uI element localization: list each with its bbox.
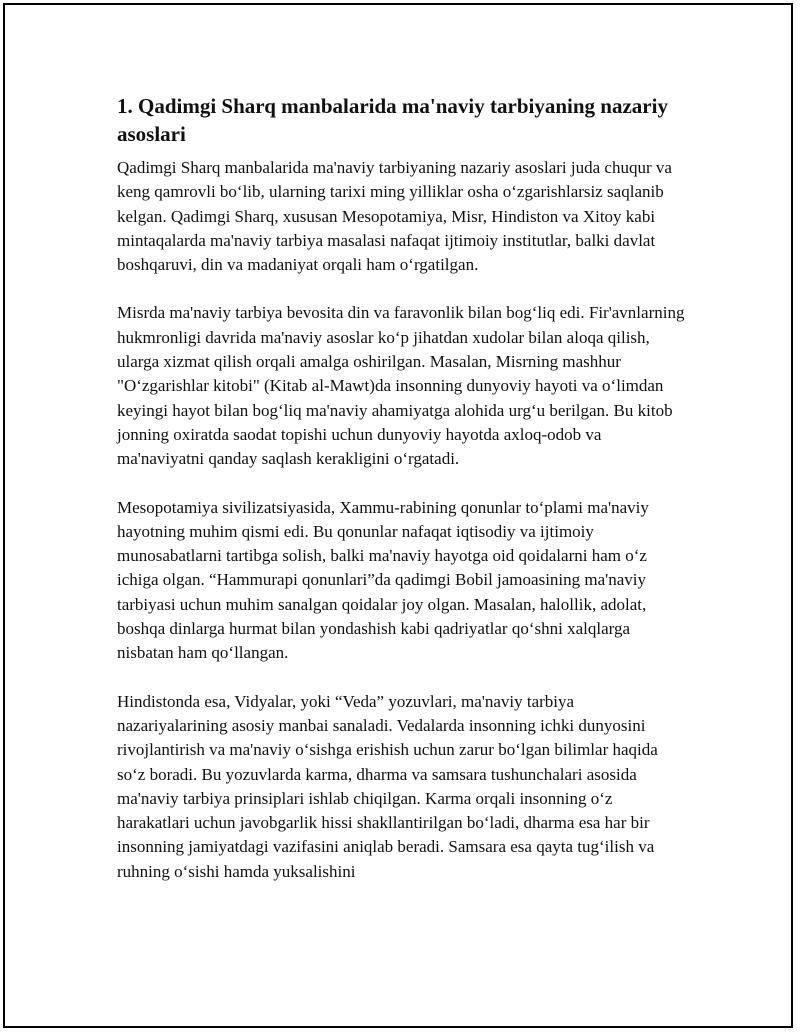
paragraph-india: Hindistonda esa, Vidyalar, yoki “Veda” yozuvlari, ma'naviy tarbiya nazariyalarining asosiy manbai sanaladi. Vedalarda insonning ichki dunyosini rivojlantirish va ma'naviy o‘sishga erishish uchun zarur bo‘lgan bilimlar haqida so‘z boradi. Bu yozuvlarda karma, dharma va samsara tushunchalari asosida ma'naviy tarbiya prinsiplari ishlab chiqilgan. Karma orqali insonning o‘z harakatlari uchun javobgarlik hissi shakllantirilgan bo‘ladi, dharma esa har bir insonning jamiyatdagi vazifasini aniqlab beradi. Samsara esa qayta tug‘ilish va ruhning o‘sishi hamda yuksalishini [117,691,658,881]
paragraph-intro: Qadimgi Sharq manbalarida ma'naviy tarbiyaning nazariy asoslari juda chuqur va keng qamrovli bo‘lib, ularning tarixi ming yilliklar osha o‘zgarishlarsiz saqlanib kelgan. Qadimgi Sharq, xususan Mesopotamiya, Misr, Hindiston va Xitoy kabi mintaqalarda ma'naviy tarbiya masalasi nafaqat ijtimoiy institutlar, balki davlat boshqaruvi, din va madaniyat orqali ham o‘rgatilgan. [117,158,672,275]
paragraph-egypt: Misrda ma'naviy tarbiya bevosita din va faravonlik bilan bog‘liq edi. Fir'avnlarning hukmronligi davrida ma'naviy asoslar ko‘p jihatdan xudolar bilan aloqa qilish, ularga xizmat qilish orqali amalga oshirilgan. Masalan, Misrning mashhur "O‘zgarishlar kitobi" (Kitab al-Mawt)da insonning dunyoviy hayoti va o‘limdan keyingi hayot bilan bog‘liq ma'naviy ahamiyatga alohida urg‘u berilgan. Bu kitob jonning oxiratda saodat topishi uchun dunyoviy hayotda axloq-odob va ma'naviyatni qanday saqlash kerakligini o‘rgatadi. [117,303,685,469]
section-heading: 1. Qadimgi Sharq manbalarida ma'naviy tarbiyaning nazariy asoslari [117,94,668,146]
paragraph-mesopotamia: Mesopotamiya sivilizatsiyasida, Xammu-rabining qonunlar to‘plami ma'naviy hayotning muhim qismi edi. Bu qonunlar nafaqat iqtisodiy va ijtimoiy munosabatlarni tartibga solish, balki ma'naviy hayotga oid qoidalarni ham o‘z ichiga olgan. “Hammurapi qonunlari”da qadimgi Bobil jamoasining ma'naviy tarbiyasi uchun muhim sanalgan qoidalar joy olgan. Masalan, halollik, adolat, boshqa dinlarga hurmat bilan yondashish kabi qadriyatlar qo‘shni xalqlarga nisbatan ham qo‘llangan. [117,497,649,663]
document-body [117,92,687,908]
